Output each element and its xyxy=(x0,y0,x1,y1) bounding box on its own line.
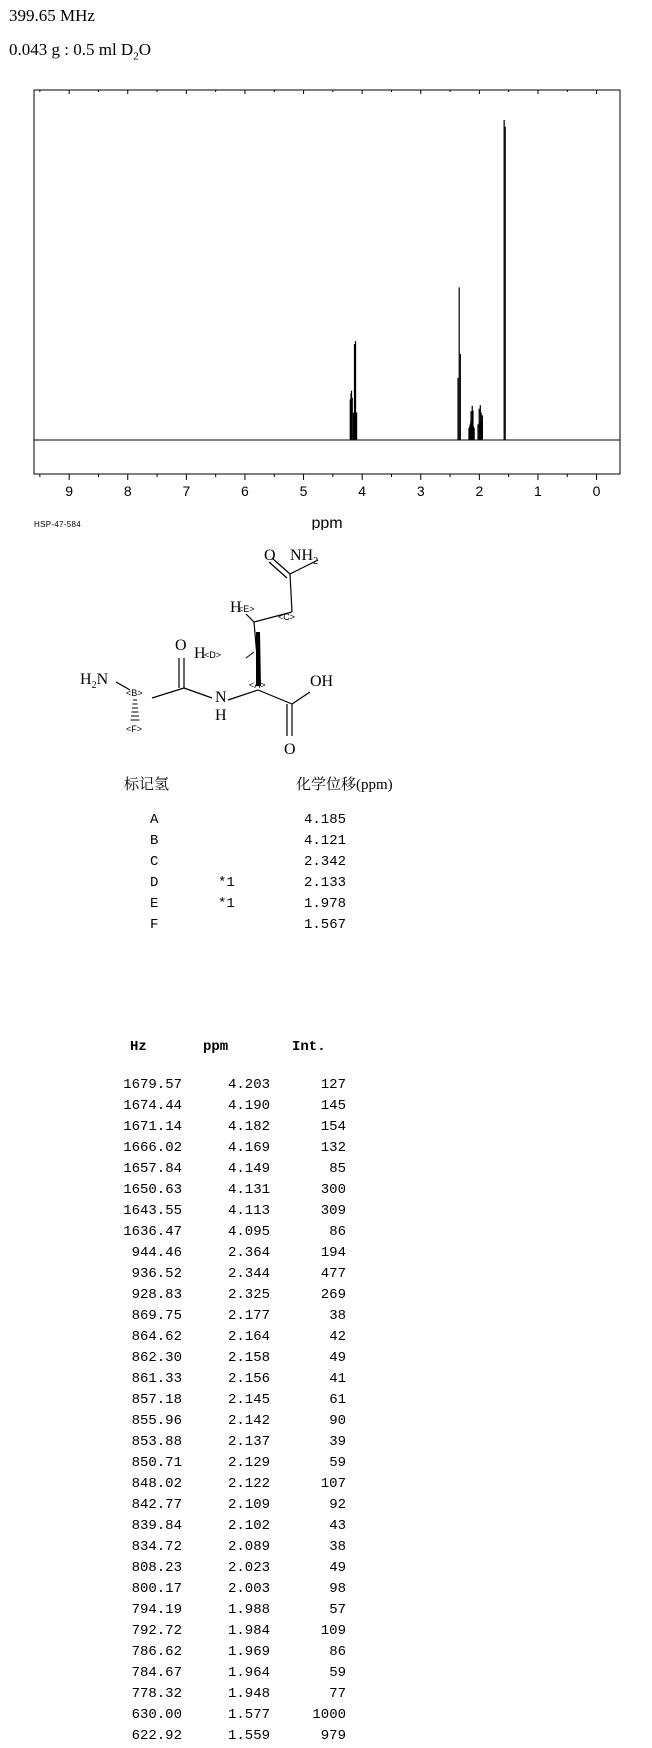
peak-row xyxy=(0,1098,652,1118)
peak-int: 92 xyxy=(329,1497,346,1513)
tag-a: <A> xyxy=(249,680,266,690)
peak-ppm: 4.149 xyxy=(227,1161,270,1177)
peak-int: 132 xyxy=(320,1140,346,1156)
peak-row xyxy=(0,1686,652,1706)
assignment-shift: 2.342 xyxy=(304,854,347,870)
peak-hz: 1636.47 xyxy=(123,1224,182,1240)
peak-ppm: 2.177 xyxy=(227,1308,270,1324)
peak-hz: 864.62 xyxy=(131,1329,182,1345)
peak-row xyxy=(0,1245,652,1265)
peak-hz: 839.84 xyxy=(131,1518,182,1534)
peak-int: 86 xyxy=(329,1644,346,1660)
concentration-tail: O xyxy=(138,40,151,59)
peak-row xyxy=(0,1350,652,1370)
peak-int: 86 xyxy=(329,1224,346,1240)
assignment-label: C xyxy=(150,854,159,870)
peak-header-hz: Hz xyxy=(130,1039,147,1055)
peak-int: 49 xyxy=(329,1560,346,1576)
assignment-label: F xyxy=(150,917,159,933)
peak-int: 979 xyxy=(320,1728,346,1744)
amide-h: H xyxy=(215,707,227,724)
assignment-label: D xyxy=(150,875,159,891)
peak-int: 269 xyxy=(320,1287,346,1303)
x-tick-label: 6 xyxy=(241,483,249,499)
peak-row xyxy=(0,1644,652,1664)
peak-hz: 834.72 xyxy=(131,1539,182,1555)
tag-f: <F> xyxy=(126,724,143,734)
peak-int: 90 xyxy=(329,1413,346,1429)
peak-row xyxy=(0,1539,652,1559)
peak-ppm: 1.988 xyxy=(227,1602,270,1618)
x-axis-tick-labels xyxy=(65,483,600,499)
peak-int: 59 xyxy=(329,1665,346,1681)
peak-row xyxy=(0,1077,652,1097)
peak-hz: 855.96 xyxy=(131,1413,182,1429)
x-tick-label: 8 xyxy=(123,483,132,499)
peak-row xyxy=(0,1497,652,1517)
x-axis-ticks xyxy=(40,90,597,480)
wedge-bond xyxy=(256,632,261,686)
bond xyxy=(246,652,254,658)
bond xyxy=(184,688,212,698)
peak-int: 61 xyxy=(329,1392,346,1408)
peak-ppm: 2.137 xyxy=(227,1434,270,1450)
hydroxyl: OH xyxy=(310,673,334,690)
peak-ppm: 2.344 xyxy=(227,1266,270,1282)
peak-ppm: 2.142 xyxy=(227,1413,270,1429)
peak-ppm: 4.095 xyxy=(227,1224,270,1240)
peak-ppm: 4.182 xyxy=(227,1119,270,1135)
peak-header-ppm: ppm xyxy=(203,1039,229,1055)
bond xyxy=(228,690,258,700)
peak-hz: 861.33 xyxy=(131,1371,182,1387)
assignment-note: *1 xyxy=(218,875,235,891)
peak-ppm: 2.003 xyxy=(227,1581,270,1597)
spectrometer-frequency: 399.65 MHz xyxy=(9,6,95,25)
tag-b: <B> xyxy=(126,688,143,698)
peak-int: 477 xyxy=(320,1266,346,1282)
assignment-header-label: 标记氢 xyxy=(124,777,170,793)
peak-int: 300 xyxy=(320,1182,346,1198)
peak-hz: 1671.14 xyxy=(123,1119,182,1135)
peak-hz: 928.83 xyxy=(131,1287,182,1303)
peak-row xyxy=(0,1602,652,1622)
peak-row xyxy=(0,1287,652,1307)
x-tick-label: 1 xyxy=(534,483,542,499)
tag-c: <C> xyxy=(278,612,296,622)
peak-int: 43 xyxy=(329,1518,346,1534)
assignment-shift: 2.133 xyxy=(304,875,347,891)
peak-ppm: 2.164 xyxy=(227,1329,270,1345)
assignment-label: A xyxy=(150,812,159,828)
x-tick-label: 2 xyxy=(475,483,484,499)
peak-ppm: 1.559 xyxy=(227,1728,270,1744)
peak-hz: 778.32 xyxy=(131,1686,182,1702)
peak-hz: 1657.84 xyxy=(123,1161,182,1177)
peak-ppm: 2.102 xyxy=(227,1518,270,1534)
peak-hz: 869.75 xyxy=(131,1308,182,1324)
assignment-shift: 4.185 xyxy=(304,812,347,828)
peak-int: 59 xyxy=(329,1455,346,1471)
peak-hz: 630.00 xyxy=(131,1707,182,1723)
peak-hz: 936.52 xyxy=(131,1266,182,1282)
peak-ppm: 4.113 xyxy=(227,1203,270,1219)
peak-row xyxy=(0,1224,652,1244)
peak-row xyxy=(0,1476,652,1496)
peak-hz: 792.72 xyxy=(131,1623,182,1639)
tag-d: <D> xyxy=(204,650,222,660)
h-d: H xyxy=(194,645,206,662)
peak-ppm: 2.145 xyxy=(227,1392,270,1408)
peak-hz: 808.23 xyxy=(131,1560,182,1576)
assignment-shift: 1.978 xyxy=(304,896,347,912)
peak-header-int: Int. xyxy=(292,1039,326,1055)
peak-hz: 1674.44 xyxy=(123,1098,182,1114)
peak-int: 145 xyxy=(320,1098,346,1114)
peak-hz: 622.92 xyxy=(131,1728,182,1744)
peak-hz: 786.62 xyxy=(131,1644,182,1660)
peak-int: 42 xyxy=(329,1329,346,1345)
x-tick-label: 9 xyxy=(65,483,74,499)
peak-int: 38 xyxy=(329,1539,346,1555)
nh2-top: $NH_2$ xyxy=(290,547,319,567)
peak-hz: 848.02 xyxy=(131,1476,182,1492)
peak-ppm: 1.948 xyxy=(227,1686,270,1702)
peak-row xyxy=(0,1329,652,1349)
peak-row xyxy=(0,1623,652,1643)
peak-ppm: 1.964 xyxy=(227,1665,270,1681)
peak-ppm: 2.109 xyxy=(227,1497,270,1513)
peak-ppm: 1.969 xyxy=(227,1644,270,1660)
x-tick-label: 7 xyxy=(182,483,191,499)
peak-row xyxy=(0,1434,652,1454)
peak-row xyxy=(0,1455,652,1475)
peak-hz: 842.77 xyxy=(131,1497,182,1513)
peak-row xyxy=(0,1707,652,1727)
peak-hz: 800.17 xyxy=(131,1581,182,1597)
peak-int: 49 xyxy=(329,1350,346,1366)
peak-hz: 944.46 xyxy=(131,1245,182,1261)
x-tick-label: 3 xyxy=(416,483,425,499)
nmr-spectrum-chart xyxy=(0,0,652,530)
peak-ppm: 4.190 xyxy=(227,1098,270,1114)
peak-ppm: 2.325 xyxy=(227,1287,270,1303)
concentration-text: 0.043 g : 0.5 ml D xyxy=(9,40,134,59)
peak-ppm: 4.131 xyxy=(227,1182,270,1198)
concentration-subscript: 2 xyxy=(133,50,139,63)
peak-row xyxy=(0,1119,652,1139)
bond xyxy=(292,692,310,704)
x-tick-label: 5 xyxy=(299,483,308,499)
assignment-label: B xyxy=(150,833,159,849)
peak-int: 107 xyxy=(320,1476,346,1492)
peak-hz: 784.67 xyxy=(131,1665,182,1681)
bond xyxy=(290,574,292,612)
chemical-structure xyxy=(80,540,440,770)
peak-hz: 857.18 xyxy=(131,1392,182,1408)
peak-int: 38 xyxy=(329,1308,346,1324)
assignment-label: E xyxy=(150,896,159,912)
peak-row xyxy=(0,1728,652,1748)
bond xyxy=(246,614,254,622)
x-tick-label: 0 xyxy=(592,483,601,499)
peak-int: 85 xyxy=(329,1161,346,1177)
peak-row xyxy=(0,1203,652,1223)
oxygen-top: O xyxy=(264,547,276,564)
peak-int: 1000 xyxy=(312,1707,346,1723)
peak-int: 127 xyxy=(320,1077,346,1093)
h-e: H xyxy=(230,599,242,616)
peak-row xyxy=(0,1560,652,1580)
x-axis-label: ppm xyxy=(311,515,343,530)
peak-row xyxy=(0,1308,652,1328)
bond xyxy=(258,690,292,704)
peak-ppm: 4.169 xyxy=(227,1140,270,1156)
x-tick-label: 4 xyxy=(358,483,367,499)
peak-row xyxy=(0,1161,652,1181)
peak-hz: 1650.63 xyxy=(123,1182,182,1198)
bond xyxy=(269,562,287,578)
peak-hz: 850.71 xyxy=(131,1455,182,1471)
peak-ppm: 2.023 xyxy=(227,1560,270,1576)
peak-int: 77 xyxy=(329,1686,346,1702)
peak-row xyxy=(0,1140,652,1160)
hashed-bond xyxy=(131,700,140,720)
peak-row xyxy=(0,1266,652,1286)
peak-ppm: 4.203 xyxy=(227,1077,270,1093)
peak-row xyxy=(0,1518,652,1538)
assignment-header-shift: 化学位移(ppm) xyxy=(296,777,393,793)
peak-row xyxy=(0,1182,652,1202)
peak-ppm: 1.984 xyxy=(227,1623,270,1639)
tag-e: <E> xyxy=(238,604,255,614)
peak-ppm: 2.089 xyxy=(227,1539,270,1555)
peak-int: 309 xyxy=(320,1203,346,1219)
h2n-group: $H_2N$ xyxy=(80,671,109,691)
peak-hz: 853.88 xyxy=(131,1434,182,1450)
assignment-shift: 4.121 xyxy=(304,833,347,849)
peak-ppm: 2.364 xyxy=(227,1245,270,1261)
peak-hz: 1643.55 xyxy=(123,1203,182,1219)
peak-row xyxy=(0,1392,652,1412)
peak-int: 98 xyxy=(329,1581,346,1597)
peak-ppm: 2.122 xyxy=(227,1476,270,1492)
spectrum-id: HSP-47-584 xyxy=(34,520,82,529)
bond xyxy=(152,688,184,698)
peak-row xyxy=(0,1413,652,1433)
peak-int: 39 xyxy=(329,1434,346,1450)
peak-row xyxy=(0,1371,652,1391)
peak-int: 194 xyxy=(320,1245,346,1261)
peak-hz: 1666.02 xyxy=(123,1140,182,1156)
peak-int: 57 xyxy=(329,1602,346,1618)
peak-int: 154 xyxy=(320,1119,346,1135)
peak-hz: 862.30 xyxy=(131,1350,182,1366)
peak-ppm: 2.129 xyxy=(227,1455,270,1471)
peak-hz: 1679.57 xyxy=(123,1077,182,1093)
peak-int: 109 xyxy=(320,1623,346,1639)
plot-frame xyxy=(34,90,620,474)
peak-ppm: 2.156 xyxy=(227,1371,270,1387)
peak-ppm: 2.158 xyxy=(227,1350,270,1366)
assignment-shift: 1.567 xyxy=(304,917,347,933)
oxygen-middle: O xyxy=(175,637,187,654)
spectrum-peaks xyxy=(34,120,620,440)
peak-row xyxy=(0,1581,652,1601)
oxygen-bottom: O xyxy=(284,741,296,758)
peak-hz: 794.19 xyxy=(131,1602,182,1618)
amide-n: N xyxy=(215,689,227,706)
peak-row xyxy=(0,1665,652,1685)
peak-ppm: 1.577 xyxy=(227,1707,270,1723)
assignment-note: *1 xyxy=(218,896,235,912)
peak-int: 41 xyxy=(329,1371,346,1387)
